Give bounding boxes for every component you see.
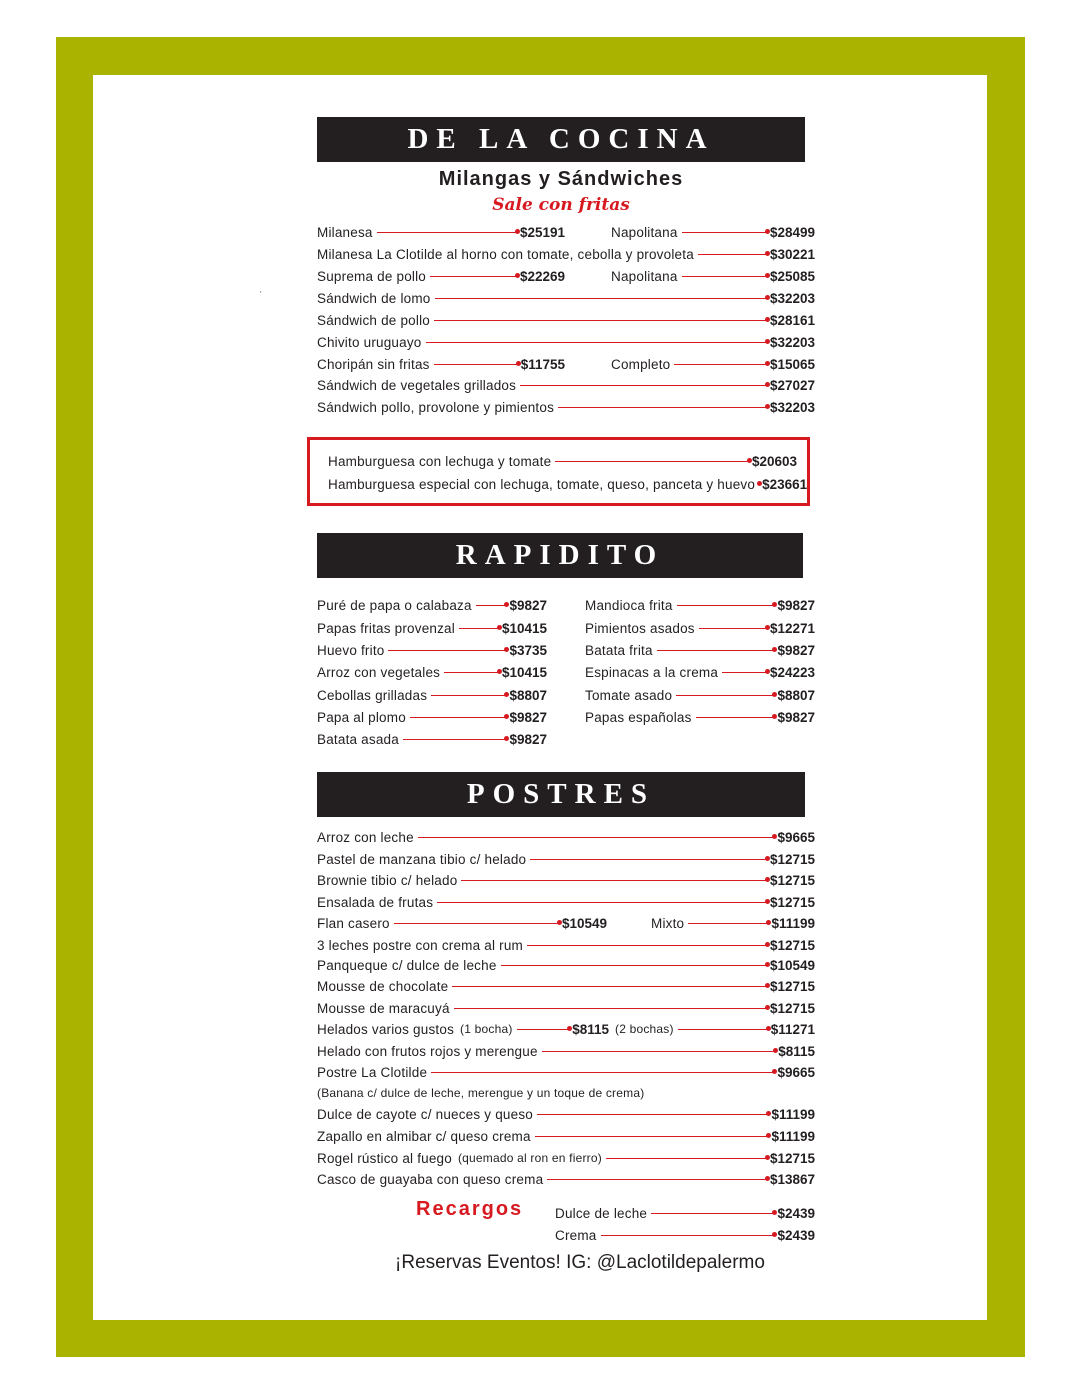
item-label: Zapallo en almibar c/ queso crema (317, 1128, 531, 1144)
menu-item (585, 640, 815, 660)
menu-item (317, 892, 815, 912)
menu-item (585, 595, 815, 615)
item-price: $11199 (771, 1106, 815, 1122)
item-label-note: (1 bocha) (460, 1022, 513, 1036)
item-alt-price: $11199 (771, 915, 815, 931)
item-label: Sándwich pollo, provolone y pimientos (317, 399, 555, 415)
menu-item (317, 354, 815, 374)
menu-item (317, 913, 815, 933)
menu-item (317, 1083, 815, 1103)
leader-line (537, 1114, 768, 1115)
item-label: Suprema de pollo (317, 268, 427, 284)
item-alt-price: $11271 (770, 1021, 815, 1037)
item-price: $12715 (769, 1000, 815, 1016)
item-alt-label: Mixto (651, 915, 685, 931)
leader-line (403, 739, 506, 740)
item-label: Choripán sin fritas (317, 356, 430, 372)
item-alt-price: $15065 (769, 356, 815, 372)
leader-line (388, 650, 506, 651)
leader-line (377, 232, 517, 233)
item-label: Crema (555, 1227, 597, 1243)
item-price: $24223 (769, 664, 815, 680)
leader-line (547, 1179, 767, 1180)
menu-item (317, 375, 815, 395)
item-price: $25191 (519, 224, 565, 240)
item-alt-price: $28499 (769, 224, 815, 240)
item-label: Sándwich de vegetales grillados (317, 377, 517, 393)
leader-line (501, 965, 767, 966)
item-label: Papas fritas provenzal (317, 620, 455, 636)
leader-line (476, 605, 507, 606)
leader-line (651, 1213, 774, 1214)
item-price: $23661 (762, 476, 808, 492)
item-price: $12715 (769, 851, 815, 867)
leader-line (698, 254, 767, 255)
item-price: $2439 (777, 1205, 815, 1221)
menu-item (555, 1203, 815, 1223)
menu-item (317, 849, 815, 869)
leader-line (682, 276, 767, 277)
item-label: Chivito uruguayo (317, 334, 422, 350)
item-alt-price: $25085 (769, 268, 815, 284)
item-price: $20603 (751, 453, 797, 469)
item-price: $8807 (509, 687, 547, 703)
item-label: Helado con frutos rojos y merengue (317, 1043, 538, 1059)
leader-line (454, 1008, 767, 1009)
menu-item (317, 1104, 815, 1124)
menu-item (317, 595, 547, 615)
item-label: Mousse de maracuyá (317, 1000, 450, 1016)
menu-item (317, 397, 815, 417)
leader-line (444, 672, 499, 673)
menu-item (317, 685, 547, 705)
item-label: Helados varios gustos (317, 1021, 455, 1037)
item-label: Ensalada de frutas (317, 894, 434, 910)
leader-line (677, 605, 775, 606)
menu-item (585, 618, 815, 638)
menu-item (555, 1225, 815, 1245)
leader-line (696, 717, 775, 718)
item-label: Batata frita (585, 642, 653, 658)
item-price: $12715 (769, 978, 815, 994)
menu-item (317, 707, 547, 727)
leader-line (431, 695, 506, 696)
menu-item (317, 1126, 815, 1146)
item-label: Casco de guayaba con queso crema (317, 1171, 544, 1187)
menu-item (317, 998, 815, 1018)
item-price: $32203 (769, 290, 815, 306)
item-label: Papas españolas (585, 709, 692, 725)
leader-line (430, 276, 517, 277)
footer-reservas: ¡Reservas Eventos! IG: @Laclotildepalermo (395, 1252, 765, 1273)
item-price: $8807 (777, 687, 815, 703)
menu-item (328, 451, 797, 471)
item-label: Arroz con leche (317, 829, 414, 845)
menu-item (328, 474, 808, 494)
item-price: $11755 (520, 356, 565, 372)
menu-item (317, 640, 547, 660)
leader-line (678, 1029, 768, 1030)
item-price: $13867 (769, 1171, 815, 1187)
item-label: Milanesa (317, 224, 373, 240)
item-label: Cebollas grilladas (317, 687, 428, 703)
item-price: $32203 (769, 399, 815, 415)
item-price: $9665 (777, 829, 815, 845)
item-price: $3735 (509, 642, 547, 658)
menu-item (317, 332, 815, 352)
menu-item (585, 685, 815, 705)
item-price: $10415 (501, 664, 547, 680)
leader-line (606, 1158, 767, 1159)
leader-line (558, 407, 767, 408)
leader-line (520, 385, 767, 386)
item-price: $12715 (769, 872, 815, 888)
menu-item (317, 244, 815, 264)
leader-line (394, 923, 559, 924)
item-price: $8115 (572, 1021, 609, 1037)
item-price: $9827 (509, 731, 547, 747)
leader-line (657, 650, 775, 651)
item-price: $32203 (769, 334, 815, 350)
item-label: Mousse de chocolate (317, 978, 449, 994)
item-label: Panqueque c/ dulce de leche (317, 957, 497, 973)
item-alt-label: Completo (611, 356, 671, 372)
script-note: Sale con fritas (492, 195, 630, 215)
menu-item (317, 827, 815, 847)
recargos-title: Recargos (416, 1198, 524, 1220)
item-price: $28161 (769, 312, 815, 328)
menu-item (317, 955, 815, 975)
menu-item (317, 1041, 815, 1061)
menu-item (585, 707, 815, 727)
item-price: $9665 (777, 1064, 815, 1080)
item-label: Flan casero (317, 915, 390, 931)
item-label: Espinacas a la crema (585, 664, 719, 680)
item-label: Pastel de manzana tibio c/ helado (317, 851, 527, 867)
menu-item (317, 662, 547, 682)
menu-item (317, 729, 547, 749)
item-price: $22269 (519, 268, 565, 284)
leader-line (459, 628, 499, 629)
item-label: Mandioca frita (585, 597, 673, 613)
leader-line (461, 880, 767, 881)
leader-line (682, 232, 767, 233)
item-label: Pimientos asados (585, 620, 695, 636)
menu-item (317, 288, 815, 308)
menu-item (317, 976, 815, 996)
item-label: Hamburguesa con lechuga y tomate (328, 453, 552, 469)
menu-item (317, 618, 547, 638)
leader-line (688, 923, 768, 924)
leader-line (431, 1072, 774, 1073)
item-price: $12715 (769, 894, 815, 910)
item-price: $11199 (771, 1128, 815, 1144)
menu-item (317, 870, 815, 890)
item-alt-label: (2 bochas) (615, 1022, 674, 1036)
menu-item (317, 222, 815, 242)
item-label: Sándwich de pollo (317, 312, 430, 328)
leader-line (410, 717, 507, 718)
item-label: Sándwich de lomo (317, 290, 431, 306)
item-price: $12715 (769, 1150, 815, 1166)
item-label: 3 leches postre con crema al rum (317, 937, 523, 953)
menu-item (317, 266, 815, 286)
leader-line (435, 298, 767, 299)
stray-mark: ' (260, 290, 262, 299)
item-label: Tomate asado (585, 687, 673, 703)
item-price: $10549 (561, 915, 607, 931)
leader-line (426, 342, 767, 343)
item-label-note: (quemado al ron en fierro) (457, 1151, 602, 1165)
menu-item (317, 1148, 815, 1168)
leader-line (434, 320, 767, 321)
item-label: Huevo frito (317, 642, 385, 658)
section-subtitle: Milangas y Sándwiches (438, 168, 684, 190)
leader-line (601, 1235, 775, 1236)
leader-line (527, 945, 767, 946)
leader-line (452, 986, 767, 987)
item-price: $10549 (769, 957, 815, 973)
item-price: $8115 (778, 1043, 815, 1059)
leader-line (517, 1029, 570, 1030)
item-label: Postre La Clotilde (317, 1064, 428, 1080)
leader-line (542, 1051, 776, 1052)
item-label: Papa al plomo (317, 709, 406, 725)
section-title-cocina: DE LA COCINA (317, 117, 805, 162)
leader-line (434, 364, 518, 365)
item-label: Milanesa La Clotilde al horno con tomate, cebolla y provoleta (317, 246, 694, 262)
burger-box (307, 437, 810, 506)
item-price: $27027 (769, 377, 815, 393)
leader-line (699, 628, 767, 629)
leader-line (555, 461, 749, 462)
menu-item (585, 662, 815, 682)
item-price: $30221 (769, 246, 815, 262)
leader-line (530, 859, 767, 860)
item-label: Batata asada (317, 731, 399, 747)
item-price: $9827 (777, 642, 815, 658)
item-price: $9827 (509, 709, 547, 725)
item-label: Puré de papa o calabaza (317, 597, 472, 613)
item-price: $9827 (777, 597, 815, 613)
menu-item (317, 1169, 815, 1189)
item-label: Dulce de cayote c/ nueces y queso (317, 1106, 533, 1122)
leader-line (535, 1136, 769, 1137)
item-alt-label: Napolitana (611, 268, 678, 284)
item-label: Hamburguesa especial con lechuga, tomate, queso, panceta y huevo (328, 476, 756, 492)
item-price: $12271 (769, 620, 815, 636)
leader-line (722, 672, 767, 673)
leader-line (674, 364, 767, 365)
menu-item (317, 1019, 815, 1039)
item-price: $10415 (501, 620, 547, 636)
section-title-rapidito: RAPIDITO (317, 533, 803, 578)
leader-line (676, 695, 774, 696)
item-label: Arroz con vegetales (317, 664, 441, 680)
leader-line (418, 837, 775, 838)
menu-item (317, 1062, 815, 1082)
leader-line (437, 902, 767, 903)
item-price: $12715 (769, 937, 815, 953)
item-alt-label: Napolitana (611, 224, 678, 240)
menu-item (317, 935, 815, 955)
section-title-postres: POSTRES (317, 772, 805, 817)
item-label: Dulce de leche (555, 1205, 648, 1221)
item-label: Brownie tibio c/ helado (317, 872, 458, 888)
item-price: $9827 (509, 597, 547, 613)
item-label: Rogel rústico al fuego (317, 1150, 452, 1166)
item-price: $9827 (777, 709, 815, 725)
menu-item (317, 310, 815, 330)
item-note: (Banana c/ dulce de leche, merengue y un toque de crema) (317, 1086, 645, 1100)
item-price: $2439 (777, 1227, 815, 1243)
